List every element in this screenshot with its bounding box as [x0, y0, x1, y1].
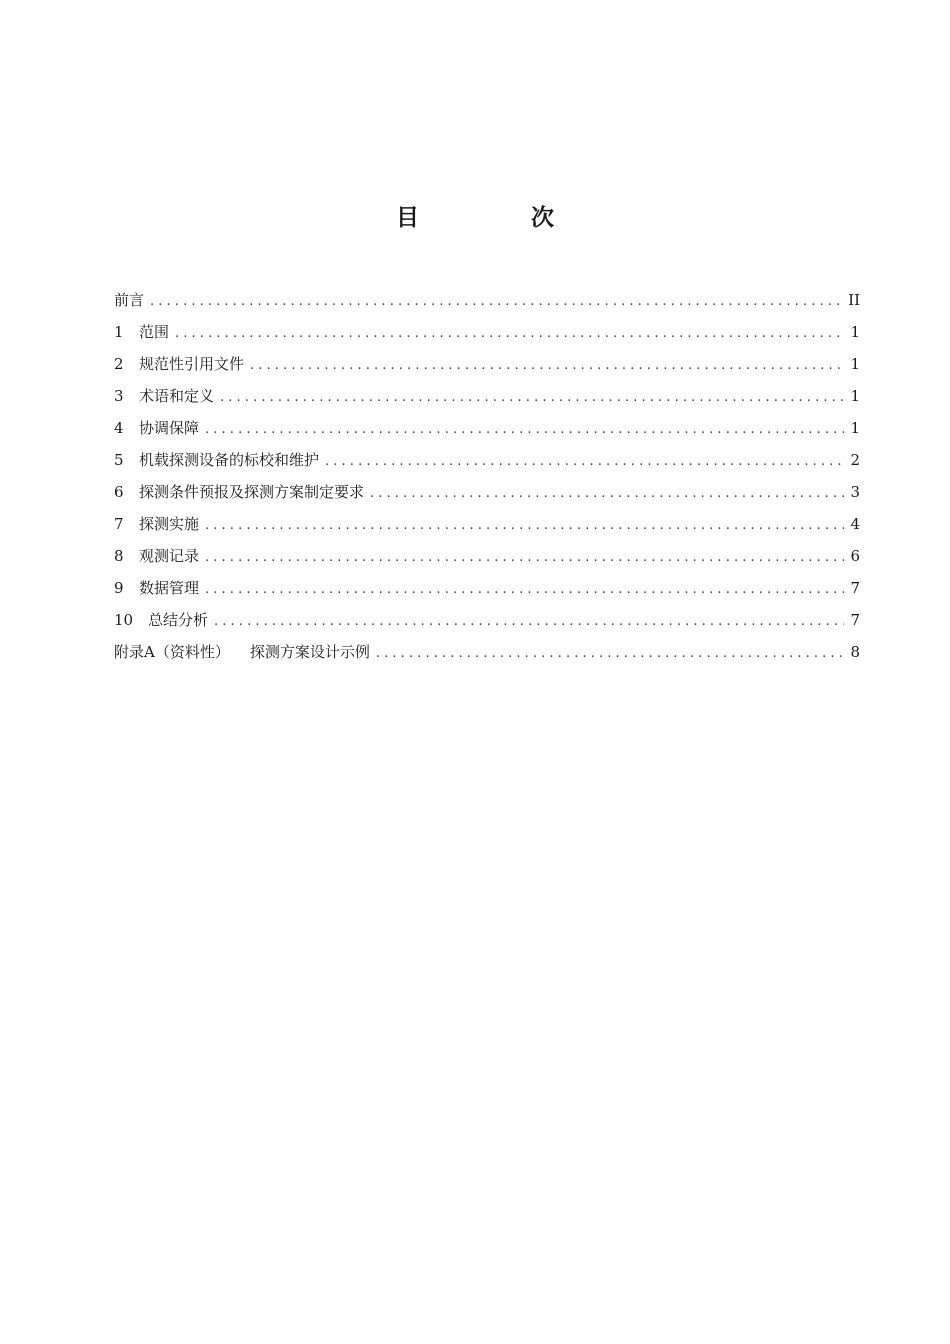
toc-entry-label: 探测实施 — [139, 515, 200, 533]
toc-entry-label: 数据管理 — [139, 579, 200, 597]
toc-entry-label — [114, 636, 370, 668]
toc-leader-dots — [214, 606, 844, 638]
toc-list — [114, 284, 860, 668]
toc-entry-label: 规范性引用文件 — [139, 355, 245, 373]
toc-entry-number: 9 — [114, 579, 124, 597]
toc-leader-dots — [150, 286, 842, 318]
toc-title: 目 次 — [395, 205, 606, 231]
toc-entry-page: 3 — [850, 483, 860, 501]
toc-entry-number: 8 — [114, 547, 124, 565]
toc-entry-page: 2 — [850, 451, 860, 469]
toc-entry-number: 6 — [114, 483, 124, 501]
toc-entry-page: 1 — [850, 387, 860, 405]
appendix-designation: 附录A（资料性） — [114, 643, 230, 661]
toc-leader-dots — [325, 446, 844, 478]
toc-entry-page: 6 — [850, 547, 860, 565]
toc-leader-dots — [205, 510, 844, 542]
toc-leader-dots — [205, 414, 844, 446]
toc-entry-1[interactable] — [114, 316, 860, 348]
toc-entry-page: 7 — [850, 579, 860, 597]
toc-entry-foreword[interactable] — [114, 284, 860, 316]
toc-entry-label: 范围 — [139, 323, 170, 341]
toc-leader-dots — [376, 638, 844, 670]
toc-leader-dots — [250, 350, 844, 382]
toc-leader-dots — [370, 478, 844, 510]
toc-entry-5[interactable] — [114, 444, 860, 476]
toc-leader-dots — [175, 318, 844, 350]
toc-entry-number: 3 — [114, 387, 124, 405]
toc-entry-7[interactable] — [114, 508, 860, 540]
appendix-title: 探测方案设计示例 — [249, 643, 370, 661]
toc-entry-number: 7 — [114, 515, 124, 533]
toc-entry-10[interactable] — [114, 604, 860, 636]
toc-entry-number: 2 — [114, 355, 124, 373]
toc-entry-4[interactable] — [114, 412, 860, 444]
toc-entry-appendix-a[interactable] — [114, 636, 860, 668]
toc-entry-number: 1 — [114, 323, 124, 341]
toc-entry-page: 7 — [850, 611, 860, 629]
toc-entry-label: 协调保障 — [139, 419, 200, 437]
toc-entry-2[interactable] — [114, 348, 860, 380]
toc-entry-3[interactable] — [114, 380, 860, 412]
toc-entry-label: 观测记录 — [139, 547, 200, 565]
toc-entry-label: 前言 — [114, 291, 145, 309]
toc-entry-number: 10 — [114, 611, 134, 629]
toc-entry-page: 8 — [850, 643, 860, 661]
toc-entry-number: 4 — [114, 419, 124, 437]
toc-entry-page: 4 — [850, 515, 860, 533]
toc-leader-dots — [205, 542, 844, 574]
toc-entry-label: 探测条件预报及探测方案制定要求 — [139, 483, 365, 501]
toc-entry-label: 机载探测设备的标校和维护 — [139, 451, 320, 469]
toc-entry-8[interactable] — [114, 540, 860, 572]
toc-entry-6[interactable] — [114, 476, 860, 508]
toc-entry-label: 术语和定义 — [139, 387, 215, 405]
toc-entry-label: 总结分析 — [148, 611, 209, 629]
toc-entry-number: 5 — [114, 451, 124, 469]
toc-entry-page: 1 — [850, 323, 860, 341]
toc-leader-dots — [205, 574, 844, 606]
toc-entry-9[interactable] — [114, 572, 860, 604]
toc-leader-dots — [220, 382, 844, 414]
toc-entry-page: II — [848, 291, 860, 309]
toc-entry-page: 1 — [850, 419, 860, 437]
toc-entry-page: 1 — [850, 355, 860, 373]
